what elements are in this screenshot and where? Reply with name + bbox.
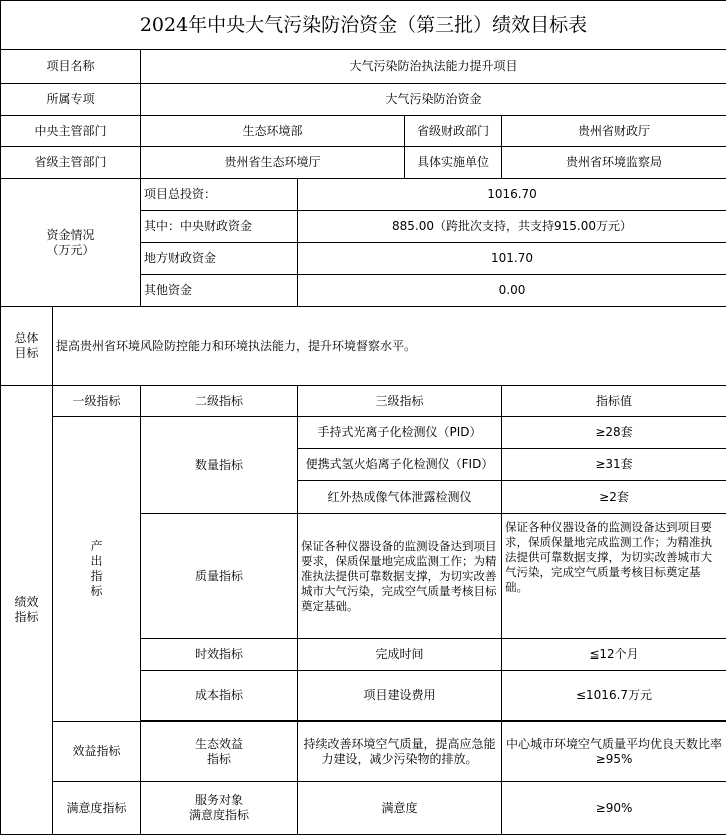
provincial-dept-label: 省级主管部门 xyxy=(1,147,141,179)
project-name-value: 大气污染防治执法能力提升项目 xyxy=(141,50,726,84)
performance-label: 绩效指标 xyxy=(1,386,53,835)
satisfaction-indicator-label: 满意度指标 xyxy=(53,782,141,835)
overall-goal-label: 总体目标 xyxy=(1,307,53,386)
satisfaction-value: ≥90% xyxy=(502,782,726,835)
satisfaction-sub-label: 服务对象 满意度指标 xyxy=(141,782,298,835)
special-item-label: 所属专项 xyxy=(1,84,141,116)
funds-local-label: 地方财政资金 xyxy=(141,243,298,275)
quality-value: 保证各种仪器设备的监测设备达到项目要求，保质保量地完成监测工作；为精准执法提供可靠数据支撑，为切实改善城市大气污染，完成空气质量考核目标奠定基础。 xyxy=(502,514,726,639)
cost-item: 项目建设费用 xyxy=(298,671,502,721)
special-item-value: 大气污染防治资金 xyxy=(141,84,726,116)
funds-local-value: 101.70 xyxy=(298,243,726,275)
timeliness-value: ≦12个月 xyxy=(502,639,726,671)
benefit-item: 持续改善环境空气质量，提高应急能力建设，减少污染物的排放。 xyxy=(298,722,502,782)
header-level1: 一级指标 xyxy=(53,386,141,417)
timeliness-item: 完成时间 xyxy=(298,639,502,671)
timeliness-indicator-label: 时效指标 xyxy=(141,639,298,671)
quantity-value-infrared: ≥2套 xyxy=(502,481,726,514)
implementer-value: 贵州省环境监察局 xyxy=(502,147,726,179)
page-title: 2024年中央大气污染防治资金（第三批）绩效目标表 xyxy=(1,1,726,50)
satisfaction-item: 满意度 xyxy=(298,782,502,835)
quantity-item-fid: 便携式氢火焰离子化检测仪（FID） xyxy=(298,449,502,481)
funds-central-label: 其中：中央财政资金 xyxy=(141,211,298,243)
funds-total-label: 项目总投资： xyxy=(141,179,298,211)
header-value: 指标值 xyxy=(502,386,726,417)
quality-item: 保证各种仪器设备的监测设备达到项目要求，保质保量地完成监测工作；为精准执法提供可靠数据支撑，为切实改善城市大气污染，完成空气质量考核目标奠定基础。 xyxy=(298,514,502,639)
implementer-label: 具体实施单位 xyxy=(405,147,502,179)
quality-indicator-label: 质量指标 xyxy=(141,514,298,639)
funds-central-value: 885.00（跨批次支持，共支持915.00万元） xyxy=(298,211,726,243)
quantity-item-infrared: 红外热成像气体泄露检测仪 xyxy=(298,481,502,514)
quantity-indicator-label: 数量指标 xyxy=(141,417,298,514)
quantity-item-pid: 手持式光离子化检测仪（PID） xyxy=(298,417,502,449)
output-indicator-label: 产出指标 xyxy=(53,417,141,722)
header-level2: 二级指标 xyxy=(141,386,298,417)
benefit-value: 中心城市环境空气质量平均优良天数比率≥95% xyxy=(502,722,726,782)
provincial-finance-label: 省级财政部门 xyxy=(405,116,502,147)
funds-other-value: 0.00 xyxy=(298,275,726,307)
central-dept-label: 中央主管部门 xyxy=(1,116,141,147)
funds-other-label: 其他资金 xyxy=(141,275,298,307)
funds-total-value: 1016.70 xyxy=(298,179,726,211)
header-level3: 三级指标 xyxy=(298,386,502,417)
provincial-finance-value: 贵州省财政厅 xyxy=(502,116,726,147)
quantity-value-fid: ≥31套 xyxy=(502,449,726,481)
benefit-sub-label: 生态效益 指标 xyxy=(141,722,298,782)
benefit-indicator-label: 效益指标 xyxy=(53,722,141,782)
provincial-dept-value: 贵州省生态环境厅 xyxy=(141,147,405,179)
quantity-value-pid: ≥28套 xyxy=(502,417,726,449)
overall-goal-value: 提高贵州省环境风险防控能力和环境执法能力，提升环境督察水平。 xyxy=(53,307,726,386)
cost-indicator-label: 成本指标 xyxy=(141,671,298,721)
central-dept-value: 生态环境部 xyxy=(141,116,405,147)
funds-label: 资金情况 （万元） xyxy=(1,179,141,307)
project-name-label: 项目名称 xyxy=(1,50,141,84)
cost-value: ≤1016.7万元 xyxy=(502,671,726,721)
